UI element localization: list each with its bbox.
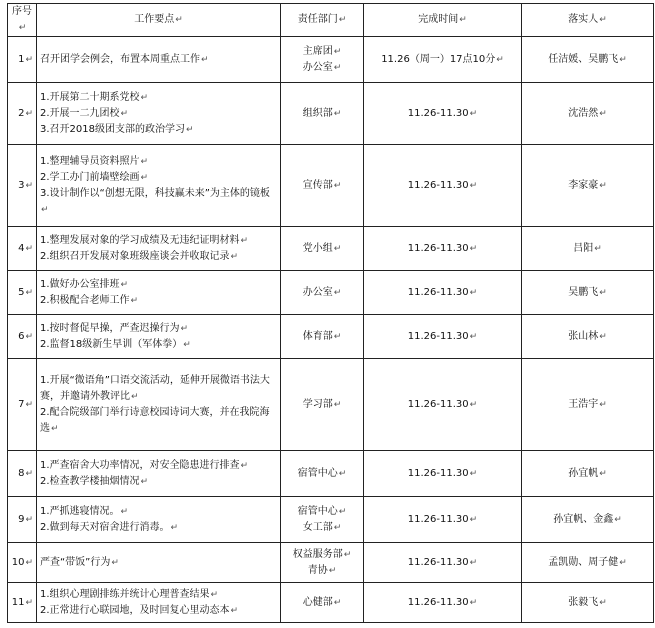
paragraph-mark: ↵ xyxy=(25,243,33,254)
dept-text: 女工部 xyxy=(302,521,333,533)
paragraph-mark: ↵ xyxy=(25,468,33,479)
paragraph-mark: ↵ xyxy=(140,476,149,487)
table-row xyxy=(8,83,654,145)
paragraph-mark: ↵ xyxy=(240,460,249,471)
cell-dept xyxy=(281,543,364,583)
paragraph-mark: ↵ xyxy=(333,243,342,254)
table-row xyxy=(8,497,654,543)
cell-task xyxy=(37,271,281,315)
cell-task xyxy=(37,359,281,451)
cell-time xyxy=(364,497,522,543)
task-item xyxy=(40,52,277,68)
paragraph-mark: ↵ xyxy=(333,62,342,73)
paragraph-mark: ↵ xyxy=(51,423,59,434)
table-row xyxy=(8,315,654,359)
cell-time xyxy=(364,145,522,227)
task-item xyxy=(40,106,277,122)
paragraph-mark: ↵ xyxy=(183,339,191,350)
paragraph-mark: ↵ xyxy=(186,124,194,135)
cell-owner xyxy=(522,83,654,145)
cell-time xyxy=(364,543,522,583)
task-item xyxy=(40,122,277,138)
dept-text: 权益服务部 xyxy=(292,548,343,560)
paragraph-mark: ↵ xyxy=(594,243,602,254)
row-number: 2 xyxy=(18,107,25,119)
paragraph-mark: ↵ xyxy=(25,399,33,410)
dept-text: 宣传部 xyxy=(302,179,333,191)
task-text: 2.积极配合老师工作 xyxy=(40,294,130,306)
cell-task xyxy=(37,451,281,497)
task-item xyxy=(40,555,277,571)
row-number: 10 xyxy=(11,556,25,568)
cell-dept xyxy=(281,145,364,227)
paragraph-mark: ↵ xyxy=(130,295,139,306)
cell-dept xyxy=(281,359,364,451)
dept-name xyxy=(284,466,360,482)
paragraph-mark: ↵ xyxy=(25,54,33,65)
task-text: 2.做到每天对宿舍进行消毒。 xyxy=(40,521,170,533)
row-number: 7 xyxy=(18,398,25,410)
completion-time: 11.26-11.30 xyxy=(407,596,469,608)
paragraph-mark: ↵ xyxy=(599,597,607,608)
table-row xyxy=(8,271,654,315)
table-row xyxy=(8,583,654,623)
owner-name: 沈浩然 xyxy=(568,107,599,119)
cell-owner xyxy=(522,37,654,83)
task-item xyxy=(40,233,277,249)
paragraph-mark: ↵ xyxy=(599,399,607,410)
owner-name: 孙宜帆、金鑫 xyxy=(553,513,614,525)
dept-text: 学习部 xyxy=(302,398,333,410)
task-text: 1.整理发展对象的学习成绩及无违纪证明材料 xyxy=(40,234,240,246)
owner-name: 孙宜帆 xyxy=(568,467,599,479)
task-item xyxy=(40,293,277,309)
cell-no xyxy=(8,315,37,359)
task-text: 1.严抓逃寝情况。 xyxy=(40,505,120,517)
cell-dept xyxy=(281,271,364,315)
table-row xyxy=(8,451,654,497)
dept-text: 主席团 xyxy=(302,45,333,57)
paragraph-mark: ↵ xyxy=(25,557,33,568)
completion-time: 11.26（周一）17点10分 xyxy=(381,53,496,65)
completion-time: 11.26-11.30 xyxy=(407,513,469,525)
dept-name xyxy=(284,547,360,563)
cell-no xyxy=(8,271,37,315)
cell-time xyxy=(364,271,522,315)
paragraph-mark: ↵ xyxy=(469,399,478,410)
table-row xyxy=(8,145,654,227)
dept-text: 体育部 xyxy=(302,330,333,342)
paragraph-mark: ↵ xyxy=(469,597,478,608)
cell-task xyxy=(37,315,281,359)
task-text: 召开团学会例会，布置本周重点工作 xyxy=(40,53,200,65)
task-item xyxy=(40,186,277,218)
table-row xyxy=(8,359,654,451)
paragraph-mark: ↵ xyxy=(343,549,352,560)
cell-time xyxy=(364,227,522,271)
dept-text: 办公室 xyxy=(302,61,333,73)
paragraph-mark: ↵ xyxy=(25,108,33,119)
cell-no xyxy=(8,583,37,623)
paragraph-mark: ↵ xyxy=(338,506,347,517)
completion-time: 11.26-11.30 xyxy=(407,556,469,568)
paragraph-mark: ↵ xyxy=(599,180,607,191)
cell-time xyxy=(364,37,522,83)
cell-time xyxy=(364,583,522,623)
dept-name xyxy=(284,285,360,301)
completion-time: 11.26-11.30 xyxy=(407,107,469,119)
completion-time: 11.26-11.30 xyxy=(407,179,469,191)
table-row xyxy=(8,227,654,271)
cell-owner xyxy=(522,359,654,451)
cell-task xyxy=(37,37,281,83)
paragraph-mark: ↵ xyxy=(338,468,347,479)
cell-dept xyxy=(281,583,364,623)
row-number: 5 xyxy=(18,286,25,298)
paragraph-mark: ↵ xyxy=(180,323,189,334)
dept-text: 党小组 xyxy=(302,242,333,254)
owner-name: 孟凯勋、周子健 xyxy=(548,556,619,568)
completion-time: 11.26-11.30 xyxy=(407,467,469,479)
owner-name: 任洁媛、吴鹏飞 xyxy=(548,53,619,65)
task-text: 3.召开2018级团支部的政治学习 xyxy=(40,123,185,135)
cell-owner xyxy=(522,145,654,227)
cell-no xyxy=(8,83,37,145)
paragraph-mark: ↵ xyxy=(333,108,342,119)
cell-dept xyxy=(281,451,364,497)
paragraph-mark: ↵ xyxy=(333,399,342,410)
header-no: 序号↵ xyxy=(8,4,37,37)
dept-name xyxy=(284,329,360,345)
cell-task xyxy=(37,227,281,271)
cell-no xyxy=(8,145,37,227)
paragraph-mark: ↵ xyxy=(240,235,249,246)
paragraph-mark: ↵ xyxy=(25,331,33,342)
dept-name xyxy=(284,397,360,413)
owner-name: 吕阳 xyxy=(573,242,594,254)
cell-task xyxy=(37,583,281,623)
cell-owner xyxy=(522,271,654,315)
cell-time xyxy=(364,83,522,145)
cell-owner xyxy=(522,497,654,543)
task-text: 1.组织心理剧排练并统计心理普查结果 xyxy=(40,588,210,600)
paragraph-mark: ↵ xyxy=(120,279,129,290)
dept-name xyxy=(284,504,360,520)
paragraph-mark: ↵ xyxy=(25,287,33,298)
cell-dept xyxy=(281,315,364,359)
task-text: 2.开展一二九团校 xyxy=(40,107,120,119)
row-number: 6 xyxy=(18,330,25,342)
task-text: 2.监督18级新生早训（军体拳） xyxy=(40,338,183,350)
paragraph-mark: ↵ xyxy=(333,522,342,533)
paragraph-mark: ↵ xyxy=(619,54,627,65)
dept-text: 组织部 xyxy=(302,107,333,119)
dept-name xyxy=(284,44,360,60)
cell-no xyxy=(8,497,37,543)
task-item xyxy=(40,504,277,520)
task-text: 2.检查教学楼抽烟情况 xyxy=(40,475,140,487)
row-number: 1 xyxy=(18,53,25,65)
task-item xyxy=(40,90,277,106)
paragraph-mark: ↵ xyxy=(25,180,33,191)
cell-owner xyxy=(522,227,654,271)
cell-no xyxy=(8,37,37,83)
paragraph-mark: ↵ xyxy=(230,251,239,262)
paragraph-mark: ↵ xyxy=(170,522,179,533)
paragraph-mark: ↵ xyxy=(469,468,478,479)
dept-name xyxy=(284,520,360,536)
paragraph-mark: ↵ xyxy=(469,180,478,191)
paragraph-mark: ↵ xyxy=(469,514,478,525)
cell-owner xyxy=(522,451,654,497)
cell-dept xyxy=(281,227,364,271)
completion-time: 11.26-11.30 xyxy=(407,286,469,298)
cell-time xyxy=(364,359,522,451)
paragraph-mark: ↵ xyxy=(599,468,607,479)
paragraph-mark: ↵ xyxy=(25,514,33,525)
dept-name xyxy=(284,241,360,257)
row-number: 3 xyxy=(18,179,25,191)
paragraph-mark: ↵ xyxy=(140,172,149,183)
cell-dept xyxy=(281,37,364,83)
paragraph-mark: ↵ xyxy=(333,287,342,298)
completion-time: 11.26-11.30 xyxy=(407,398,469,410)
task-item xyxy=(40,520,277,536)
task-item xyxy=(40,458,277,474)
cell-owner xyxy=(522,543,654,583)
header-task: 工作要点↵ xyxy=(37,4,281,37)
task-item xyxy=(40,603,277,619)
owner-name: 李家豪 xyxy=(568,179,599,191)
header-owner: 落实人↵ xyxy=(522,4,654,37)
cell-owner xyxy=(522,315,654,359)
cell-task xyxy=(37,83,281,145)
cell-no xyxy=(8,543,37,583)
cell-no xyxy=(8,451,37,497)
table-header-row xyxy=(8,4,654,37)
task-item xyxy=(40,321,277,337)
paragraph-mark: ↵ xyxy=(230,605,239,616)
task-text: 1.按时督促早操，严查迟操行为 xyxy=(40,322,180,334)
paragraph-mark: ↵ xyxy=(469,331,478,342)
paragraph-mark: ↵ xyxy=(131,391,139,402)
row-number: 8 xyxy=(18,467,25,479)
owner-name: 张毅飞 xyxy=(568,596,599,608)
task-text: 严查“带饭”行为 xyxy=(40,556,111,568)
completion-time: 11.26-11.30 xyxy=(407,242,469,254)
cell-no xyxy=(8,359,37,451)
task-item xyxy=(40,170,277,186)
paragraph-mark: ↵ xyxy=(619,557,627,568)
paragraph-mark: ↵ xyxy=(210,589,219,600)
owner-name: 张山林 xyxy=(568,330,599,342)
paragraph-mark: ↵ xyxy=(111,557,119,568)
table-row xyxy=(8,37,654,83)
paragraph-mark: ↵ xyxy=(333,180,342,191)
completion-time: 11.26-11.30 xyxy=(407,330,469,342)
paragraph-mark: ↵ xyxy=(333,331,342,342)
header-dept: 责任部门↵ xyxy=(281,4,364,37)
dept-name xyxy=(284,178,360,194)
table-body xyxy=(8,37,654,623)
paragraph-mark: ↵ xyxy=(328,565,337,576)
paragraph-mark: ↵ xyxy=(469,108,478,119)
task-text: 1.开展“微语角”口语交流活动，延伸开展微语书法大赛，并邀请外教评比 xyxy=(40,374,270,402)
owner-name: 吴鹏飞 xyxy=(568,286,599,298)
paragraph-mark: ↵ xyxy=(25,597,33,608)
task-item xyxy=(40,249,277,265)
paragraph-mark: ↵ xyxy=(469,243,478,254)
paragraph-mark: ↵ xyxy=(599,287,607,298)
paragraph-mark: ↵ xyxy=(599,108,607,119)
task-text: 1.严查宿舍大功率情况，对安全隐患进行排查 xyxy=(40,459,240,471)
task-text: 2.学工办门前墙壁绘画 xyxy=(40,171,140,183)
cell-time xyxy=(364,315,522,359)
paragraph-mark: ↵ xyxy=(496,54,504,65)
paragraph-mark: ↵ xyxy=(333,46,342,57)
dept-text: 宿管中心 xyxy=(297,505,338,517)
task-text: 2.正常进行心联园地，及时回复心里动态本 xyxy=(40,604,230,616)
cell-task xyxy=(37,497,281,543)
row-number: 4 xyxy=(18,242,25,254)
task-text: 1.开展第二十期系党校 xyxy=(40,91,140,103)
cell-dept xyxy=(281,83,364,145)
paragraph-mark: ↵ xyxy=(41,204,49,215)
task-item xyxy=(40,587,277,603)
task-text: 2.组织召开发展对象班级座谈会并收取记录 xyxy=(40,250,230,262)
paragraph-mark: ↵ xyxy=(120,108,129,119)
dept-name xyxy=(284,595,360,611)
dept-name xyxy=(284,60,360,76)
owner-name: 王浩宇 xyxy=(568,398,599,410)
dept-text: 心健部 xyxy=(302,596,333,608)
paragraph-mark: ↵ xyxy=(140,156,149,167)
table-row xyxy=(8,543,654,583)
dept-text: 青协 xyxy=(307,564,328,576)
dept-text: 办公室 xyxy=(302,286,333,298)
paragraph-mark: ↵ xyxy=(201,54,209,65)
task-item xyxy=(40,373,277,405)
task-item xyxy=(40,277,277,293)
paragraph-mark: ↵ xyxy=(614,514,622,525)
paragraph-mark: ↵ xyxy=(140,92,149,103)
cell-time xyxy=(364,451,522,497)
task-item xyxy=(40,405,277,437)
cell-dept xyxy=(281,497,364,543)
cell-task xyxy=(37,145,281,227)
paragraph-mark: ↵ xyxy=(599,331,607,342)
task-item xyxy=(40,337,277,353)
task-item xyxy=(40,474,277,490)
paragraph-mark: ↵ xyxy=(469,557,478,568)
header-time: 完成时间↵ xyxy=(364,4,522,37)
task-item xyxy=(40,154,277,170)
work-plan-table xyxy=(7,3,654,623)
task-text: 1.整理辅导员资料照片 xyxy=(40,155,140,167)
task-text: 3.设计制作以“创想无限，科技赢未来”为主体的镜板 xyxy=(40,187,270,199)
paragraph-mark: ↵ xyxy=(120,506,129,517)
row-number: 9 xyxy=(18,513,25,525)
cell-owner xyxy=(522,583,654,623)
paragraph-mark: ↵ xyxy=(469,287,478,298)
cell-task xyxy=(37,543,281,583)
task-text: 1.做好办公室排班 xyxy=(40,278,120,290)
cell-no xyxy=(8,227,37,271)
task-text: 2.配合院级部门举行诗意校园诗词大赛，并在我院海选 xyxy=(40,406,270,434)
paragraph-mark: ↵ xyxy=(333,597,342,608)
row-number: 11 xyxy=(11,596,25,608)
dept-name xyxy=(284,106,360,122)
dept-name xyxy=(284,563,360,579)
dept-text: 宿管中心 xyxy=(297,467,338,479)
